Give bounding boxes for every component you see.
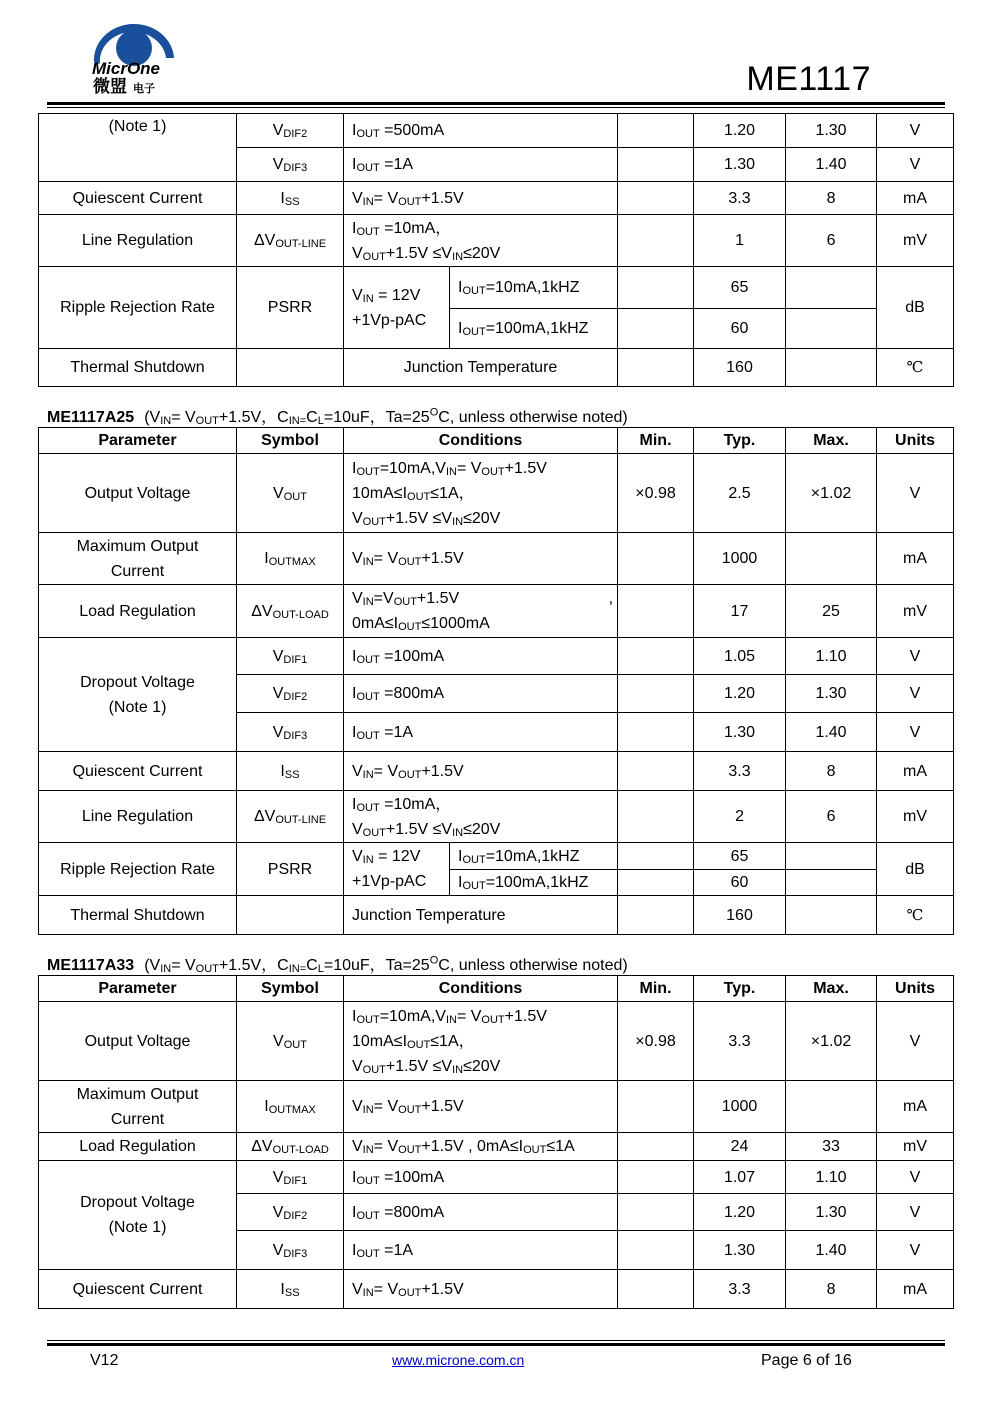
table-row: $V_{DIF2}$ $I_{OUT} =800mA$ 1.20 1.30 V [39, 675, 954, 713]
table-row: $I_{OUT}=100mA,1kHZ$ 60 [39, 309, 954, 349]
table-row: Maximum Output Current $I_{OUTMAX}$ $V_{IN}= V_{OUT}+1.5V$ 1000 mA [39, 533, 954, 585]
section-title-a33: ME1117A33 ($V_{IN}= V_{OUT}+1.5V$，$C_{IN=}C_L=10uF$，$Ta=25^OC$, unless otherwise noted) [47, 954, 628, 975]
table-row: $V_{DIF3}$ $I_{OUT} =1A$ 1.30 1.40 V [39, 713, 954, 752]
svg-text:电子: 电子 [133, 82, 155, 95]
table-row: $I_{OUT}=100mA,1kHZ$ 60 [39, 870, 954, 896]
footer-rule [47, 1343, 945, 1346]
table-row: $V_{DIF2}$ $I_{OUT} =800mA$ 1.20 1.30 V [39, 1194, 954, 1231]
section-title-a25: ME1117A25 ($V_{IN}= V_{OUT}+1.5V$，$C_{IN=}C_L=10uF$，$Ta=25^OC$, unless otherwise noted) [47, 406, 628, 427]
table-row: Thermal Shutdown Junction Temperature 160 ℃ [39, 896, 954, 935]
document-title: ME1117 [746, 60, 871, 98]
spec-table-a25 [38, 427, 954, 935]
table-row: $V_{DIF3}$ $I_{OUT} =1A$ 1.30 1.40 V [39, 148, 954, 182]
table-row: Ripple Rejection Rate PSRR $V_{IN} = 12V$ +1Vp-pAC $I_{OUT}=10mA,1kHZ$ 65 dB [39, 267, 954, 309]
company-logo [86, 22, 181, 97]
table-row: Line Regulation $\Delta V_{OUT-LINE}$ $I_{OUT} =10mA$， $V_{OUT}+1.5V \le V_{IN}\le 20V$ 1 6 mV [39, 215, 954, 267]
header-rule [47, 102, 945, 105]
table-row: Ripple Rejection Rate PSRR $V_{IN} = 12V$ +1Vp-pAC $I_{OUT}=10mA,1kHZ$ 65 dB [39, 843, 954, 870]
table-row: Quiescent Current $I_{SS}$ $V_{IN}= V_{OUT}+1.5V$ 3.3 8 mA [39, 1270, 954, 1309]
table-row: Quiescent Current $I_{SS}$ $V_{IN}= V_{OUT}+1.5V$ 3.3 8 mA [39, 182, 954, 215]
table-header-row: Parameter Symbol Conditions Min. Typ. Max. Units [39, 976, 954, 1002]
table-row: Output Voltage $V_{OUT}$ $I_{OUT}=10mA,V_{IN}= V_{OUT}+1.5V$ $10mA\le I_{OUT}\le 1A$， $V_{OUT}+1.5V \le V_{IN}\le 20V$ ×0.98 3.3 ×1.02 V [39, 1002, 954, 1081]
table-row: (Note 1) $V_{DIF2}$ $I_{OUT} =500mA$ 1.20 1.30 V [39, 114, 954, 148]
table-row: Dropout Voltage (Note 1) $V_{DIF1}$ $I_{OUT} =100mA$ 1.07 1.10 V [39, 1161, 954, 1194]
param-cell: (Note 1) [39, 114, 237, 182]
page-number: Page 6 of 16 [761, 1352, 852, 1369]
table-row: Thermal Shutdown Junction Temperature 160 ℃ [39, 349, 954, 387]
table-row: $V_{DIF3}$ $I_{OUT} =1A$ 1.30 1.40 V [39, 1231, 954, 1270]
version-label: V12 [90, 1352, 119, 1369]
table-row: Output Voltage $V_{OUT}$ $I_{OUT}=10mA,V_{IN}= V_{OUT}+1.5V$ $10mA\le I_{OUT}\le 1A$， $V_{OUT}+1.5V \le V_{IN}\le 20V$ ×0.98 2.5 ×1.02 V [39, 454, 954, 533]
table-row: Quiescent Current $I_{SS}$ $V_{IN}= V_{OUT}+1.5V$ 3.3 8 mA [39, 752, 954, 791]
table-header-row: Parameter Symbol Conditions Min. Typ. Max. Units [39, 428, 954, 454]
table-row: Load Regulation $\Delta V_{OUT-LOAD}$ $V_{IN}=V_{OUT}+1.5V$ , $0mA\le I_{OUT}\le 1000mA$ 17 25 mV [39, 585, 954, 638]
table-row: Dropout Voltage (Note 1) $V_{DIF1}$ $I_{OUT} =100mA$ 1.05 1.10 V [39, 638, 954, 675]
logo-text: MicrOne [92, 59, 161, 78]
svg-text:微盟: 微盟 [93, 77, 127, 97]
website-link[interactable]: www.microne.com.cn [392, 1352, 525, 1368]
table-row: Line Regulation $\Delta V_{OUT-LINE}$ $I_{OUT} =10mA$， $V_{OUT}+1.5V \le V_{IN}\le 20V$ 2 6 mV [39, 791, 954, 843]
spec-table-continued [38, 113, 954, 387]
table-row: Load Regulation $\Delta V_{OUT-LOAD}$ $V_{IN}= V_{OUT}+1.5V$ , $0mA\le I_{OUT}\le 1A$ 24 33 mV [39, 1133, 954, 1161]
spec-table-a33 [38, 975, 954, 1309]
table-row: Maximum Output Current $I_{OUTMAX}$ $V_{IN}= V_{OUT}+1.5V$ 1000 mA [39, 1081, 954, 1133]
